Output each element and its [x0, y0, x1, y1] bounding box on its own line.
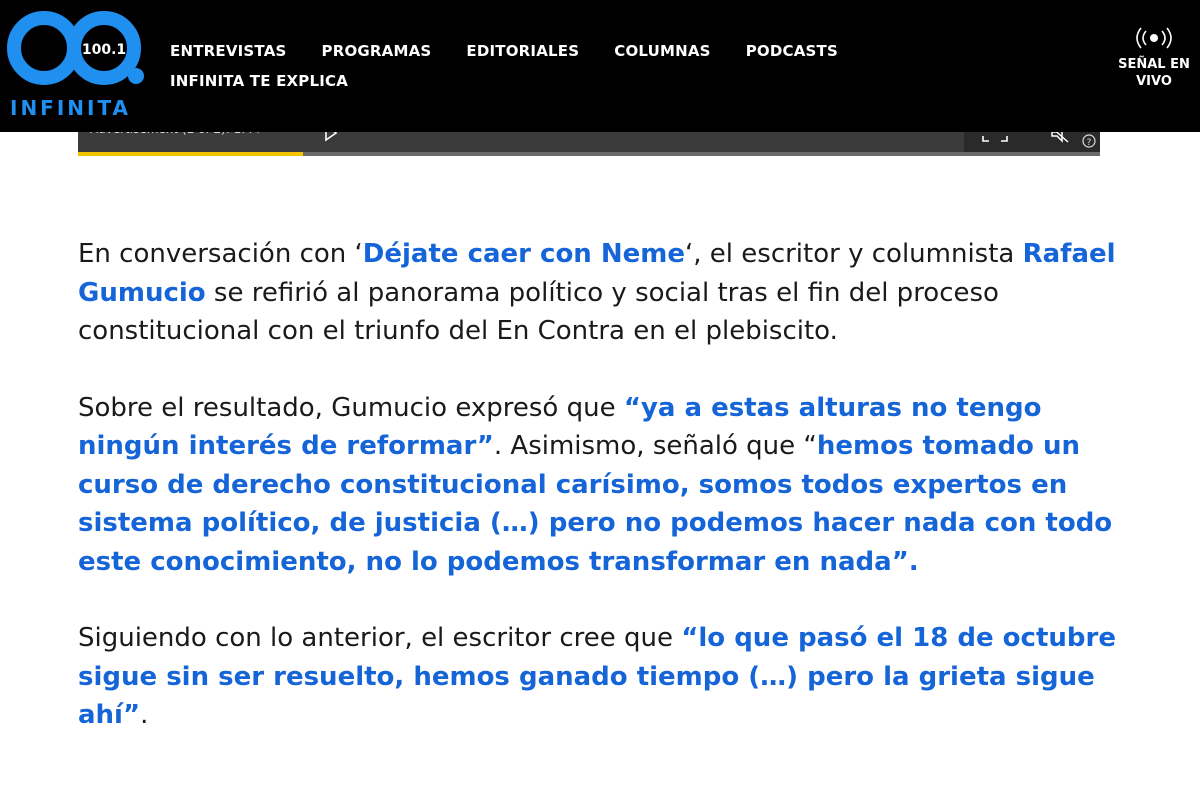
logo-wordmark: INFINITA	[10, 96, 132, 120]
paragraph-text: En conversación con ‘	[78, 239, 363, 269]
quote-highlight: hemos tomado un curso de derecho constitucional carísimo, somos todos expertos en sistema político, de justicia (…) pero no podemos hacer nada con todo este conocimiento, no lo podemos transformar en nada”.	[78, 431, 1113, 577]
quote-highlight: “lo que pasó el 18 de octubre sigue sin ser resuelto, hemos ganado tiempo (…) pero la grieta sigue ahí”	[78, 623, 1116, 730]
article-paragraph-1	[78, 235, 1118, 351]
progress-track[interactable]	[78, 152, 1100, 156]
paragraph-text: se refirió al panorama político y social tras el fin del proceso constitucional con el triunfo del En Contra en el plebiscito.	[78, 277, 999, 346]
svg-text:100.1: 100.1	[81, 42, 127, 58]
paragraph-text: . Asimismo, señaló que “	[493, 431, 817, 461]
site-logo[interactable]	[4, 8, 152, 120]
nav-row-2	[170, 66, 930, 96]
article-body	[78, 235, 1118, 773]
nav-item-infinita-te-explica[interactable]: INFINITA TE EXPLICA	[170, 72, 349, 90]
live-signal-label: SEÑAL EN VIVO	[1118, 57, 1190, 89]
site-header	[0, 0, 1200, 132]
paragraph-text: Sobre el resultado, Gumucio expresó que	[78, 392, 624, 423]
nav-item-columnas[interactable]: COLUMNAS	[614, 42, 711, 60]
person-link[interactable]: Rafael Gumucio	[78, 239, 1116, 308]
paragraph-text: .	[140, 700, 149, 730]
nav-item-programas[interactable]: PROGRAMAS	[321, 42, 432, 60]
progress-fill	[78, 152, 303, 156]
live-signal-button[interactable]	[1108, 26, 1200, 90]
svg-text:?: ?	[1086, 138, 1092, 148]
paragraph-text: Siguiendo con lo anterior, el escritor cree que	[78, 623, 682, 653]
program-link[interactable]: Déjate caer con Neme	[362, 239, 685, 269]
nav-item-podcasts[interactable]: PODCASTS	[745, 42, 838, 60]
paragraph-text: ‘, el escritor y columnista	[685, 239, 1023, 269]
main-nav	[170, 36, 930, 96]
article-paragraph-3	[78, 619, 1118, 735]
broadcast-icon	[1124, 26, 1184, 50]
quote-highlight: “ya a estas alturas no tengo ningún interés de reformar”	[78, 392, 1042, 461]
nav-item-entrevistas[interactable]: ENTREVISTAS	[170, 42, 287, 60]
nav-row-1	[170, 36, 930, 66]
article-paragraph-2	[78, 389, 1118, 582]
nav-item-editoriales[interactable]: EDITORIALES	[466, 42, 580, 60]
help-icon[interactable]	[1082, 134, 1096, 148]
